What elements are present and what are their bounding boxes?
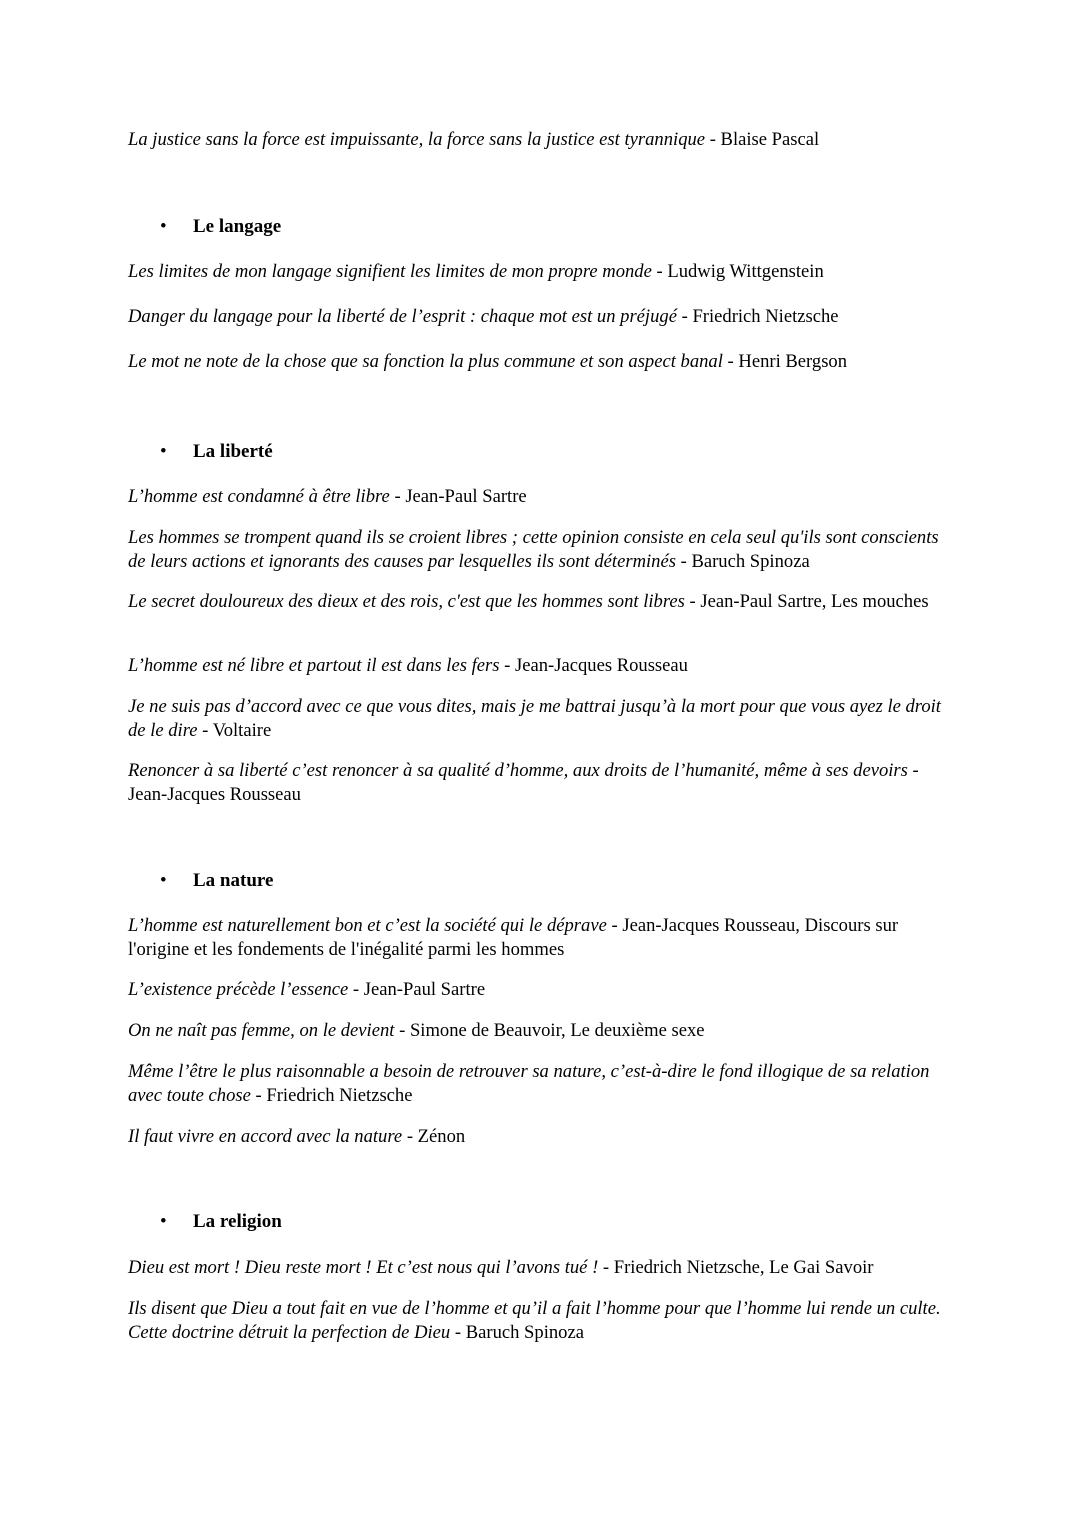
- quote-item: Les hommes se trompent quand ils se croient libres ; cette opinion consiste en cela seul qu'ils sont conscients de leurs actions et ignorants des causes par lesquelles ils sont déterminés - Baruch Spinoza: [128, 527, 939, 572]
- quote-author: Ludwig Wittgenstein: [667, 261, 824, 282]
- quote-author: Jean-Paul Sartre, Les mouches: [700, 591, 929, 612]
- quote-item: L’homme est condamné à être libre - Jean-Paul Sartre: [128, 486, 527, 507]
- quote-text: Les limites de mon langage signifient les limites de mon propre monde: [128, 261, 652, 282]
- quote-text: Le mot ne note de la chose que sa fonction la plus commune et son aspect banal: [128, 351, 723, 372]
- quote-author: Blaise Pascal: [720, 129, 820, 150]
- quote-text: Renoncer à sa liberté c’est renoncer à sa qualité d’homme, aux droits de l’humanité, même à ses devoirs: [128, 760, 908, 781]
- quote-author: Friedrich Nietzsche, Le Gai Savoir: [613, 1257, 874, 1278]
- quote-author: Jean-Jacques Rousseau, Discours sur l'origine et les fondements de l'inégalité parmi les hommes: [128, 915, 899, 960]
- quote-text: Même l’être le plus raisonnable a besoin de retrouver sa nature, c’est-à-dire le fond illogique de sa relation avec toute chose: [128, 1061, 930, 1106]
- quote-text: L’homme est naturellement bon et c’est la société qui le déprave: [128, 915, 607, 936]
- quote-author: Friedrich Nietzsche: [266, 1084, 413, 1106]
- quote-text: Ils disent que Dieu a tout fait en vue de l’homme et qu’il a fait l’homme pour que l’homme lui rende un culte. Cette doctrine détruit la perfection de Dieu: [128, 1298, 941, 1343]
- section-heading-nature: [160, 869, 273, 893]
- bullet-icon: •: [160, 216, 167, 237]
- quote-author: Simone de Beauvoir, Le deuxième sexe: [409, 1020, 705, 1041]
- quote-item: L’homme est naturellement bon et c’est la société qui le déprave - Jean-Jacques Rousseau, Discours sur l'origine et les fondements de l'inégalité parmi les hommes: [128, 915, 899, 960]
- quote-text: Dieu est mort ! Dieu reste mort ! Et c’est nous qui l’avons tué !: [128, 1257, 599, 1278]
- bullet-icon: •: [160, 870, 167, 891]
- quote-text: L’existence précède l’essence: [128, 979, 349, 1000]
- quote-text: L’homme est condamné à être libre: [128, 486, 390, 507]
- quote-author: Jean-Paul Sartre: [405, 486, 527, 507]
- section-title: La nature: [193, 870, 274, 891]
- section-title: La liberté: [193, 441, 273, 462]
- quote-author: Friedrich Nietzsche: [692, 306, 839, 327]
- quote-item: L’homme est né libre et partout il est dans les fers - Jean-Jacques Rousseau: [128, 655, 688, 676]
- quote-item: Le mot ne note de la chose que sa fonction la plus commune et son aspect banal - Henri Bergson: [128, 351, 848, 372]
- quote-text: Il faut vivre en accord avec la nature: [128, 1126, 403, 1147]
- quote-author: Baruch Spinoza: [465, 1321, 584, 1343]
- quote-item: Les limites de mon langage signifient les limites de mon propre monde - Ludwig Wittgenstein: [128, 261, 824, 282]
- quote-item: Ils disent que Dieu a tout fait en vue de l’homme et qu’il a fait l’homme pour que l’homme lui rende un culte. Cette doctrine détruit la perfection de Dieu - Baruch Spinoza: [128, 1298, 941, 1343]
- quote-text: Les hommes se trompent quand ils se croient libres ; cette opinion consiste en cela seul qu'ils sont conscients de leurs actions et ignorants des causes par lesquelles ils sont déterminés: [128, 527, 939, 572]
- quote-author: Zénon: [417, 1126, 466, 1147]
- quote-author: Baruch Spinoza: [691, 550, 810, 572]
- quote-author: Jean-Jacques Rousseau: [515, 655, 688, 676]
- quote-author: Jean-Jacques Rousseau: [128, 783, 301, 805]
- quote-item: Renoncer à sa liberté c’est renoncer à sa qualité d’homme, aux droits de l’humanité, même à ses devoirs - Jean-Jacques Rousseau: [128, 760, 919, 805]
- quote-intro: La justice sans la force est impuissante, la force sans la justice est tyrannique - Blaise Pascal: [128, 129, 820, 150]
- quote-item: Le secret douloureux des dieux et des rois, c'est que les hommes sont libres - Jean-Paul Sartre, Les mouches: [128, 591, 929, 612]
- quote-text: Danger du langage pour la liberté de l’esprit : chaque mot est un préjugé: [128, 306, 677, 327]
- quote-item: Même l’être le plus raisonnable a besoin de retrouver sa nature, c’est-à-dire le fond illogique de sa relation avec toute chose - Friedrich Nietzsche: [128, 1061, 930, 1106]
- quote-item: L’existence précède l’essence - Jean-Paul Sartre: [128, 979, 486, 1000]
- section-title: La religion: [193, 1211, 282, 1232]
- quote-item: On ne naît pas femme, on le devient - Simone de Beauvoir, Le deuxième sexe: [128, 1020, 705, 1041]
- quote-author: Henri Bergson: [738, 351, 848, 372]
- section-title: Le langage: [193, 216, 282, 237]
- quote-text: Je ne suis pas d’accord avec ce que vous dites, mais je me battrai jusqu’à la mort pour que vous ayez le droit de le dire: [128, 696, 941, 741]
- section-heading-religion: [160, 1210, 282, 1234]
- quote-text: On ne naît pas femme, on le devient: [128, 1020, 395, 1041]
- quote-item: Danger du langage pour la liberté de l’esprit : chaque mot est un préjugé - Friedrich Nietzsche: [128, 306, 839, 327]
- quote-item: Dieu est mort ! Dieu reste mort ! Et c’est nous qui l’avons tué ! - Friedrich Nietzsche, Le Gai Savoir: [128, 1257, 874, 1278]
- section-heading-langage: [160, 215, 281, 239]
- quote-author: Jean-Paul Sartre: [363, 979, 486, 1000]
- quote-author: Voltaire: [212, 719, 272, 741]
- quote-text: Le secret douloureux des dieux et des rois, c'est que les hommes sont libres: [128, 591, 685, 612]
- bullet-icon: •: [160, 441, 167, 462]
- quote-text: La justice sans la force est impuissante, la force sans la justice est tyrannique: [128, 129, 706, 150]
- bullet-icon: •: [160, 1211, 167, 1232]
- quote-text: L’homme est né libre et partout il est dans les fers: [128, 655, 500, 676]
- section-heading-liberte: [160, 440, 273, 464]
- quote-item: Il faut vivre en accord avec la nature - Zénon: [128, 1126, 466, 1147]
- quote-item: Je ne suis pas d’accord avec ce que vous dites, mais je me battrai jusqu’à la mort pour que vous ayez le droit de le dire - Voltaire: [128, 696, 941, 741]
